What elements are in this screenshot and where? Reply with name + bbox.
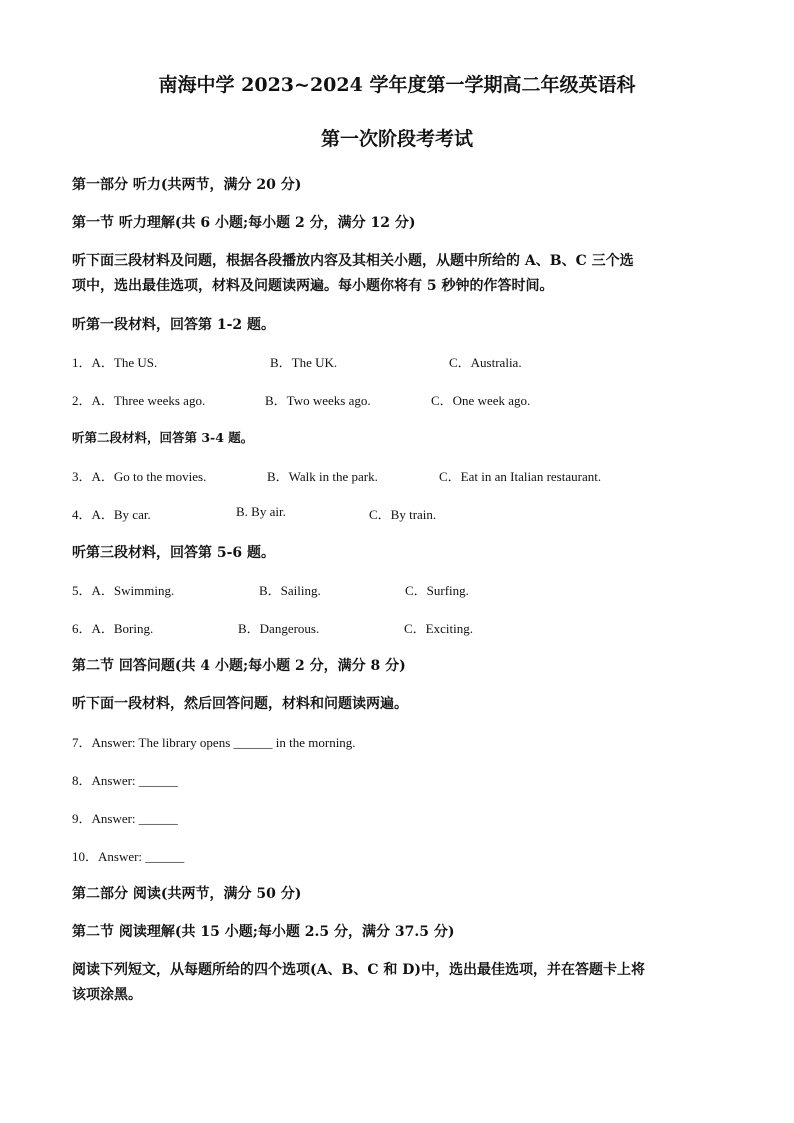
q9-answer-line: 9．Answer: ______ [72,811,178,826]
passage2-label: 听第二段材料，回答第 3-4 题。 [72,430,254,445]
q5-option-c: C．Surfing. [405,583,469,598]
q2-option-b: B．Two weeks ago. [265,393,371,408]
q6-option-a: 6．A．Boring. [72,621,154,636]
q1-option-c: C．Australia. [449,355,522,370]
q4-option-c: C．By train. [369,507,437,522]
part2-instructions-line1: 阅读下列短文，从每题所给的四个选项(A、B、C 和 D)中，选出最佳选项，并在答题卡上将 [72,962,645,978]
q6-option-b: B．Dangerous. [238,621,320,636]
part1-section2-instructions: 听下面一段材料，然后回答问题，材料和问题读两遍。 [72,696,408,712]
q5-option-b: B．Sailing. [259,583,321,598]
part1-section2-heading: 第二节 回答问题(共 4 小题;每小题 2 分，满分 8 分) [72,658,406,674]
q2-option-c: C．One week ago. [431,393,531,408]
passage1-label: 听第一段材料，回答第 1-2 题。 [72,317,276,333]
part2-section1-heading: 第二节 阅读理解(共 15 小题;每小题 2.5 分，满分 37.5 分) [72,924,455,940]
exam-title-line2: 第一次阶段考考试 [320,128,473,150]
q3-option-a: 3．A．Go to the movies. [72,469,207,484]
q5-option-a: 5．A．Swimming. [72,583,175,598]
q4-option-a: 4．A．By car. [72,507,151,522]
q2-option-a: 2．A．Three weeks ago. [72,393,206,408]
exam-title-line1: 南海中学 2023~2024 学年度第一学期高二年级英语科 [158,74,636,96]
part2-instructions-line2: 该项涂黑。 [72,987,142,1003]
q3-option-b: B．Walk in the park. [267,469,378,484]
part1-section1-heading: 第一节 听力理解(共 6 小题;每小题 2 分，满分 12 分) [72,215,416,231]
q8-answer-line: 8．Answer: ______ [72,773,178,788]
q1-option-b: B．The UK. [270,355,338,370]
part1-instructions-line2: 项中，选出最佳选项，材料及问题读两遍。每小题你将有 5 秒钟的作答时间。 [72,278,554,294]
q6-option-c: C．Exciting. [404,621,473,636]
passage3-label: 听第三段材料，回答第 5-6 题。 [72,545,276,561]
q1-option-a: 1．A．The US. [72,355,158,370]
q4-option-b: B. By air. [236,504,286,519]
part1-heading: 第一部分 听力(共两节，满分 20 分) [72,177,302,193]
q10-answer-line: 10．Answer: ______ [72,849,185,864]
part2-heading: 第二部分 阅读(共两节，满分 50 分) [72,886,302,902]
q7-answer-line: 7．Answer: The library opens ______ in the morning. [72,735,356,750]
part1-instructions-line1: 听下面三段材料及问题，根据各段播放内容及其相关小题，从题中所给的 A、B、C 三个选 [72,253,634,269]
q3-option-c: C．Eat in an Italian restaurant. [439,469,602,484]
